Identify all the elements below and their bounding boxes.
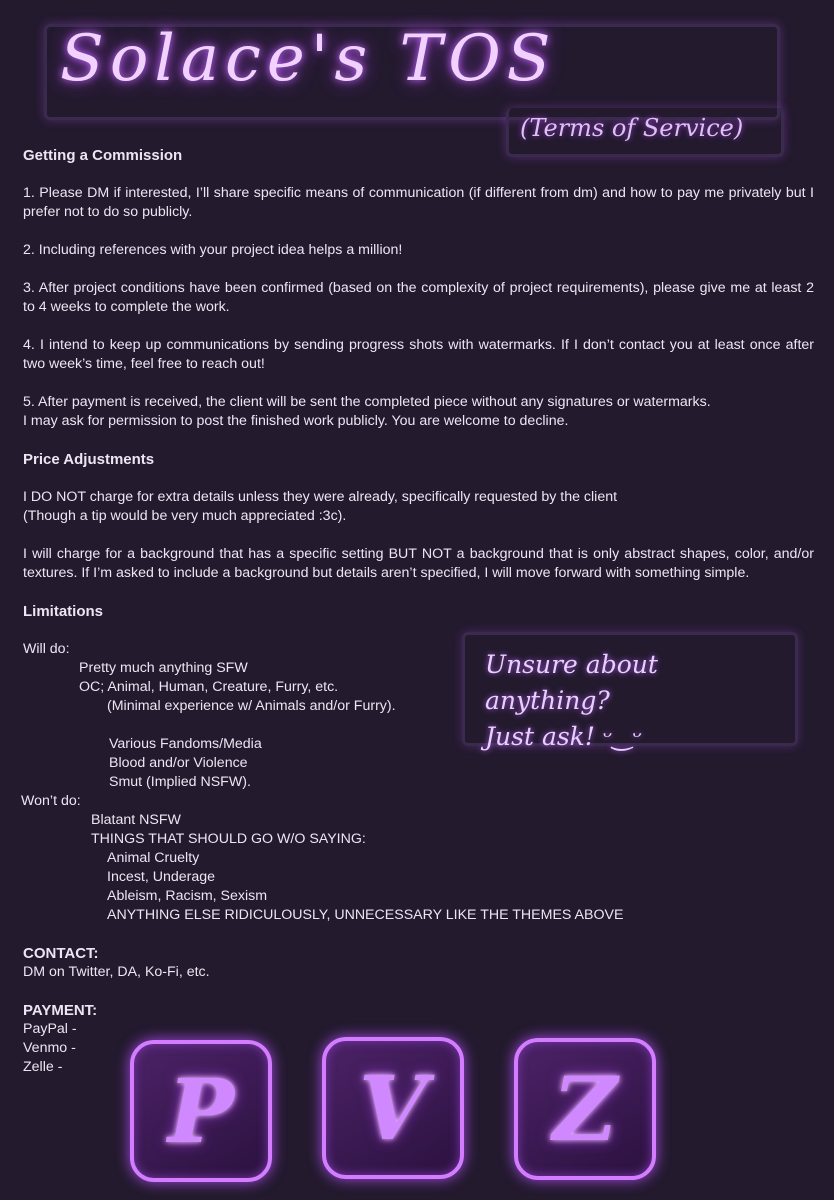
price-item-1b: (Though a tip would be very much appreciated :3c). [23,508,347,524]
unsure-note [462,632,798,751]
commission-item-4: 4. I intend to keep up communications by sending progress shots with watermarks. If I don’t contact you at least once after two week’s time, feel free to reach out! [23,337,814,372]
wont-do-item: Ableism, Racism, Sexism [107,888,268,904]
heading-limitations: Limitations [23,603,104,620]
commission-item-5: 5. After payment is received, the client will be sent the completed piece without any signatures or watermarks. [23,394,711,410]
will-do-item: Various Fandoms/Media [109,736,262,752]
commission-item-3: 3. After project conditions have been confirmed (based on the complexity of project requirements), please give me at least 2 to 4 weeks to complete the work. [23,280,814,315]
heading-commission: Getting a Commission [23,147,183,164]
heading-contact: CONTACT: [23,945,99,962]
note-line-2: Just ask! ᵕ‿ᵕ [485,722,643,751]
commission-item-2: 2. Including references with your project idea helps a million! [23,242,403,258]
will-do-item: Smut (Implied NSFW). [109,774,251,790]
will-do-label: Will do: [23,641,70,657]
will-do-item: OC; Animal, Human, Creature, Furry, etc. [79,679,339,695]
price-item-1: I DO NOT charge for extra details unless they were already, specifically requested by the client [23,489,618,505]
wont-do-item: THINGS THAT SHOULD GO W/O SAYING: [91,831,366,847]
commission-item-1: 1. Please DM if interested, I’ll share specific means of communication (if different from dm) and how to pay me privately but I prefer not to do so publicly. [23,185,814,220]
zelle-glyph: Z [552,1057,618,1161]
contact-text: DM on Twitter, DA, Ko-Fi, etc. [23,964,210,980]
wont-do-item: Blatant NSFW [91,812,181,828]
commission-item-5b: I may ask for permission to post the finished work publicly. You are welcome to decline. [23,413,569,429]
payment-method-zelle: Zelle - [23,1059,63,1075]
wont-do-item: Incest, Underage [107,869,216,885]
paypal-icon [130,1040,272,1182]
page-title: Solace's TOS [60,22,557,96]
price-item-2: I will charge for a background that has a specific setting BUT NOT a background that is only abstract shapes, color, and/or textures. If I’m asked to include a background but details aren’t specified, I will move forward with something simple. [23,546,814,581]
will-do-item: (Minimal experience w/ Animals and/or Furry). [107,698,396,714]
payment-method-paypal: PayPal - [23,1021,77,1037]
venmo-glyph: V [358,1056,428,1160]
wont-do-item: ANYTHING ELSE RIDICULOUSLY, UNNECESSARY LIKE THE THEMES ABOVE [107,907,624,923]
venmo-icon [322,1037,464,1179]
tos-content [23,146,814,1077]
heading-payment: PAYMENT: [23,1002,98,1019]
paypal-glyph: P [167,1059,235,1163]
heading-price: Price Adjustments [23,451,155,468]
wont-do-label: Won’t do: [21,793,81,809]
page-subtitle: (Terms of Service) [520,114,744,142]
zelle-icon [514,1038,656,1180]
note-line-1: Unsure about anything? [485,650,658,715]
will-do-item: Blood and/or Violence [109,755,248,771]
payment-method-venmo: Venmo - [23,1040,76,1056]
payment-icons [130,1040,656,1182]
wont-do-item: Animal Cruelty [107,850,200,866]
will-do-item: Pretty much anything SFW [79,660,248,676]
